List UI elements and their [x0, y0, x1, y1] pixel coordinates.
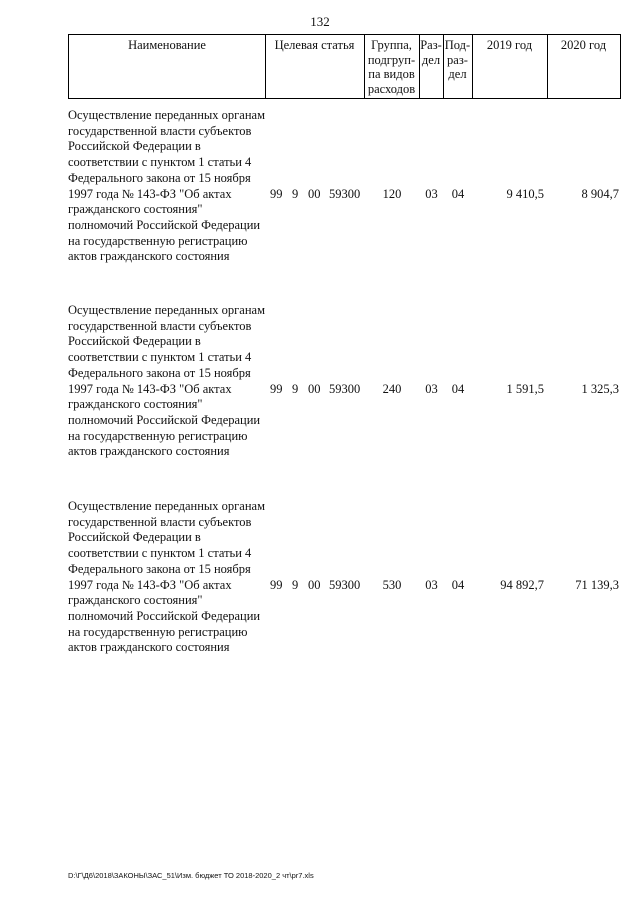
header-year-2019 [472, 34, 548, 99]
header-target-article-label: Целевая статья [274, 38, 355, 52]
article-subprogram: 9 [292, 187, 299, 201]
subsection-value: 04 [451, 578, 465, 592]
page-number: 132 [310, 14, 330, 29]
article-program: 99 [270, 382, 283, 396]
row-name: Осуществление переданных органам государственной власти субъектов Российской Федерации в соответствии с пунктом 1 статьи 4 Федерального закона от 15 ноября 1997 года № 143-ФЗ "Об актах гражданского состояния" полномочий Российской Федерации на государственную регистрацию актов гражданского состояния [68, 303, 265, 459]
section-value: 03 [425, 382, 438, 396]
header-name-label: Наименование [128, 38, 206, 52]
article-subprogram: 9 [292, 578, 299, 592]
article-direction: 59300 [329, 187, 361, 201]
article-direction: 59300 [329, 578, 361, 592]
section-value: 03 [425, 187, 438, 201]
header-section-line: Раз- [420, 38, 442, 52]
amount-2019: 1 591,5 [506, 382, 544, 396]
header-year-2020-label: 2020 год [560, 38, 607, 52]
article-event: 00 [308, 578, 321, 592]
subsection-value: 04 [451, 382, 465, 396]
header-year-2019-label: 2019 год [486, 38, 533, 52]
amount-2019: 9 410,5 [506, 187, 544, 201]
header-subsection-line: раз- [447, 52, 468, 67]
amount-2020: 71 139,3 [575, 578, 619, 592]
article-subprogram: 9 [292, 382, 299, 396]
header-group-line: па видов [368, 67, 415, 81]
row-name: Осуществление переданных органам государственной власти субъектов Российской Федерации в соответствии с пунктом 1 статьи 4 Федерального закона от 15 ноября 1997 года № 143-ФЗ "Об актах гражданского состояния" полномочий Российской Федерации на государственную регистрацию актов гражданского состояния [68, 499, 265, 655]
article-event: 00 [308, 382, 321, 396]
amount-2020: 8 904,7 [581, 187, 619, 201]
header-subsection [443, 34, 473, 99]
header-section-line: дел [421, 52, 441, 67]
header-section [419, 34, 444, 99]
header-group-line: подгруп- [367, 52, 416, 67]
article-direction: 59300 [329, 382, 361, 396]
header-name [68, 34, 266, 99]
amount-2020: 1 325,3 [581, 382, 619, 396]
section-value: 03 [425, 578, 438, 592]
header-target-article [265, 34, 365, 99]
header-year-2020 [547, 34, 621, 99]
file-path-footer: D:\Г\Д6\2018\ЗАКОНЫ\ЗАС_51\Изм. бюджет ТО 2018-2020_2 чт\pr7.xls [68, 871, 314, 880]
subsection-value: 04 [451, 187, 465, 201]
header-subsection-line: дел [448, 67, 467, 81]
article-program: 99 [270, 578, 283, 592]
article-event: 00 [308, 187, 321, 201]
article-program: 99 [270, 187, 283, 201]
group-value: 120 [382, 187, 402, 201]
amount-2019: 94 892,7 [500, 578, 544, 592]
group-value: 530 [382, 578, 402, 592]
header-group-line: расходов [367, 81, 416, 96]
row-name: Осуществление переданных органам государственной власти субъектов Российской Федерации в соответствии с пунктом 1 статьи 4 Федерального закона от 15 ноября 1997 года № 143-ФЗ "Об актах гражданского состояния" полномочий Российской Федерации на государственную регистрацию актов гражданского состояния [68, 108, 265, 264]
header-group [364, 34, 420, 99]
header-subsection-line: Под- [444, 38, 471, 52]
header-group-line: Группа, [371, 38, 412, 52]
group-value: 240 [382, 382, 402, 396]
